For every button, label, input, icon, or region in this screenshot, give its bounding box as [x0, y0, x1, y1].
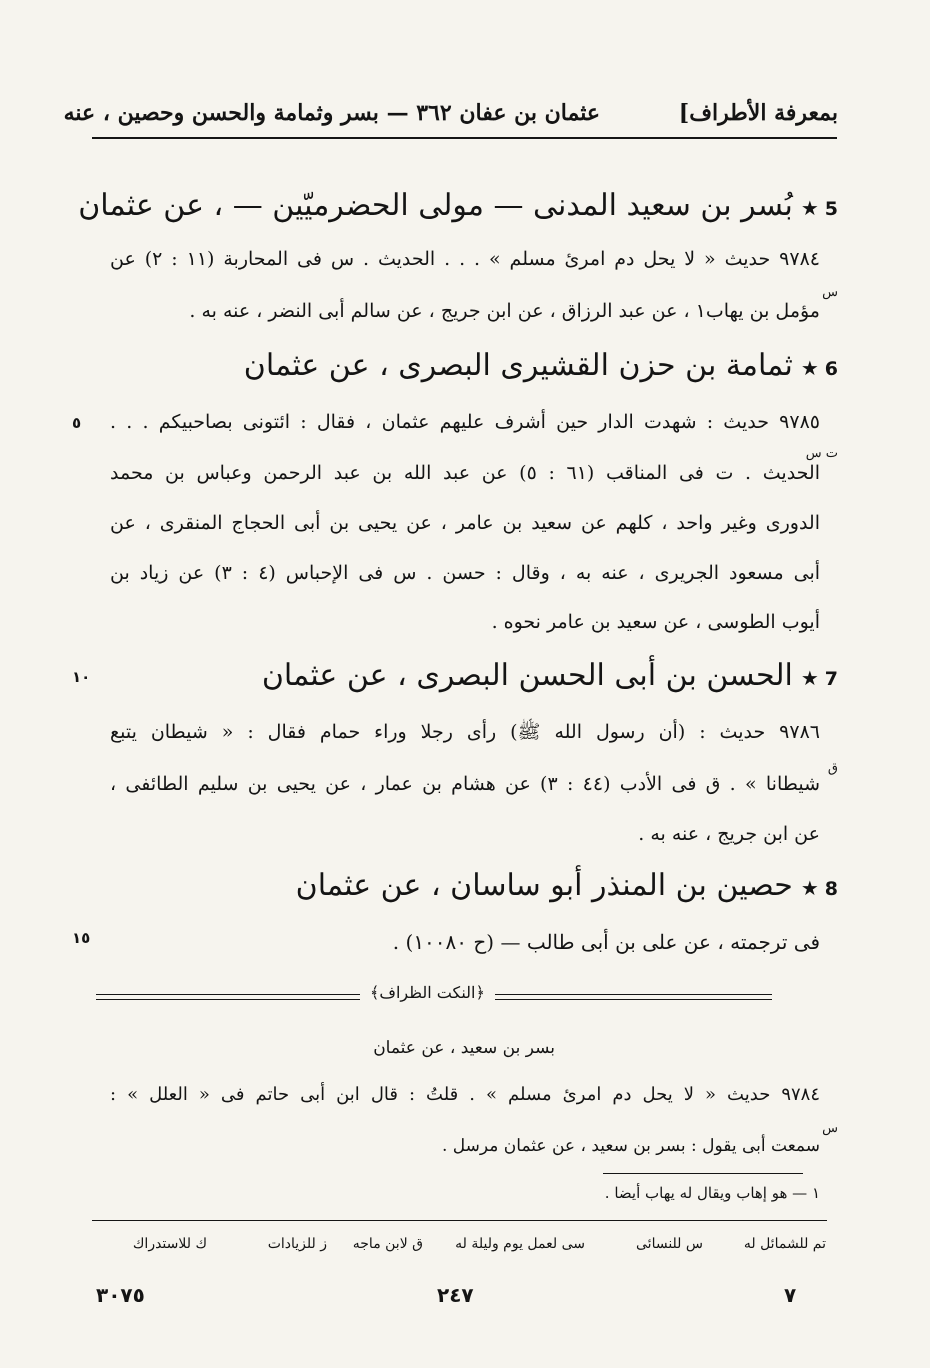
entry-title: بُسر بن سعيد المدنى — مولى الحضرميّين — ، عن عثمان [78, 188, 793, 223]
entry-number: 6 [824, 358, 838, 380]
footnote-rule [603, 1173, 803, 1174]
text-line: الحديث . ت فى المناقب (٦١ : ٥) عن عبد الله بن عبد الرحمن وعباس بن محمد [110, 462, 820, 484]
running-head-right: بمعرفة الأطراف] [678, 100, 838, 126]
siglum: س [822, 285, 838, 300]
text-line: أيوب الطوسى ، عن سعيد بن عامر نحوه . [491, 611, 820, 633]
line-number: ١٥ [72, 929, 91, 947]
entry-title: حصين بن المنذر أبو ساسان ، عن عثمان [295, 868, 793, 903]
entry-heading [296, 868, 838, 903]
page-number-center: ٢٤٧ [437, 1283, 474, 1307]
banner-bracket-icon: ﴿ [475, 983, 485, 1002]
nukat-banner-title: النكت الظراف [379, 983, 476, 1002]
star-icon: ★ [800, 196, 819, 220]
entry-heading [78, 188, 838, 223]
entry-heading [244, 348, 838, 383]
entry-heading [262, 658, 838, 693]
text-line: أبى مسعود الجريرى ، عنه به ، وقال : حسن . س فى الإحباس (٤ : ٣) عن زياد بن [110, 562, 821, 584]
entry-number: 8 [824, 878, 838, 900]
abbrev-item: س للنسائى [636, 1236, 703, 1252]
running-head-center: عثمان بن عفان ٣٦٢ — بسر وثمامة والحسن وحصين ، عنه [63, 100, 600, 126]
text-line: ٩٧٨٥ حديث : شهدت الدار حين أشرف عليهم عثمان ، فقال : ائتونى بصاحبيكم . . . [110, 411, 820, 433]
entry-title: الحسن بن أبى الحسن البصرى ، عن عثمان [261, 658, 793, 693]
star-icon: ★ [800, 356, 819, 380]
star-icon: ★ [800, 876, 819, 900]
text-line: الدورى وغير واحد ، كلهم عن سعيد بن عامر ، عن يحيى بن أبى الحجاج المنقرى ، عن [110, 512, 820, 534]
abbrev-item: تم للشمائل له [743, 1236, 826, 1252]
abbrev-item: ك للاستدراك [132, 1236, 207, 1252]
banner-bracket-icon: ﴾ [370, 983, 380, 1002]
abbrev-item: ق لابن ماجه [352, 1236, 423, 1252]
text-line: مؤمل بن يهاب١ ، عن عبد الرزاق ، عن ابن جريج ، عن سالم أبى النضر ، عنه به . [189, 300, 820, 322]
abbrev-item: سى لعمل يوم وليلة له [455, 1236, 585, 1252]
entry-title: ثمامة بن حزن القشيرى البصرى ، عن عثمان [243, 348, 793, 383]
siglum: ق [827, 761, 838, 776]
text-line: فى ترجمته ، عن على بن أبى طالب — (ح ١٠٠٨٠) . [392, 930, 820, 954]
nukat-subtitle: بسر بن سعيد ، عن عثمان [373, 1038, 555, 1058]
page-number-right: ٧ [784, 1283, 797, 1307]
header-rule [92, 137, 837, 139]
footnote: ١ — هو إهاب ويقال له يهاب أيضا . [604, 1184, 820, 1202]
text-line: شيطانا » . ق فى الأدب (٤٤ : ٣) عن هشام بن عمار ، عن يحيى بن سليم الطائفى ، [110, 773, 820, 795]
nukat-line: سمعت أبى يقول : بسر بن سعيد ، عن عثمان مرسل . [441, 1136, 820, 1156]
abbrev-item: ز للزيادات [267, 1236, 327, 1252]
line-number: ١٠ [72, 668, 91, 686]
siglum: س [822, 1121, 838, 1136]
text-line: ٩٧٨٤ حديث « لا يحل دم امرئ مسلم » . . . الحديث . س فى المحاربة (١١ : ٢) عن [110, 248, 820, 270]
text-line: ٩٧٨٦ حديث : (أن رسول الله ﷺ) رأى رجلا وراء حمام فقال : « شيطان يتبع [110, 721, 820, 743]
siglum: ت س [805, 446, 838, 461]
entry-number: 7 [824, 668, 838, 690]
nukat-banner [360, 983, 495, 1002]
page-number-left: ٣٠٧٥ [96, 1283, 145, 1307]
text-line: عن ابن جريج ، عنه به . [638, 823, 820, 845]
entry-number: 5 [824, 198, 838, 220]
line-number: ٥ [72, 414, 82, 432]
nukat-line: ٩٧٨٤ حديث « لا يحل دم امرئ مسلم » . قلتُ : قال ابن أبى حاتم فى « العلل » : [110, 1084, 820, 1105]
legend-rule [92, 1220, 827, 1221]
star-icon: ★ [800, 666, 819, 690]
